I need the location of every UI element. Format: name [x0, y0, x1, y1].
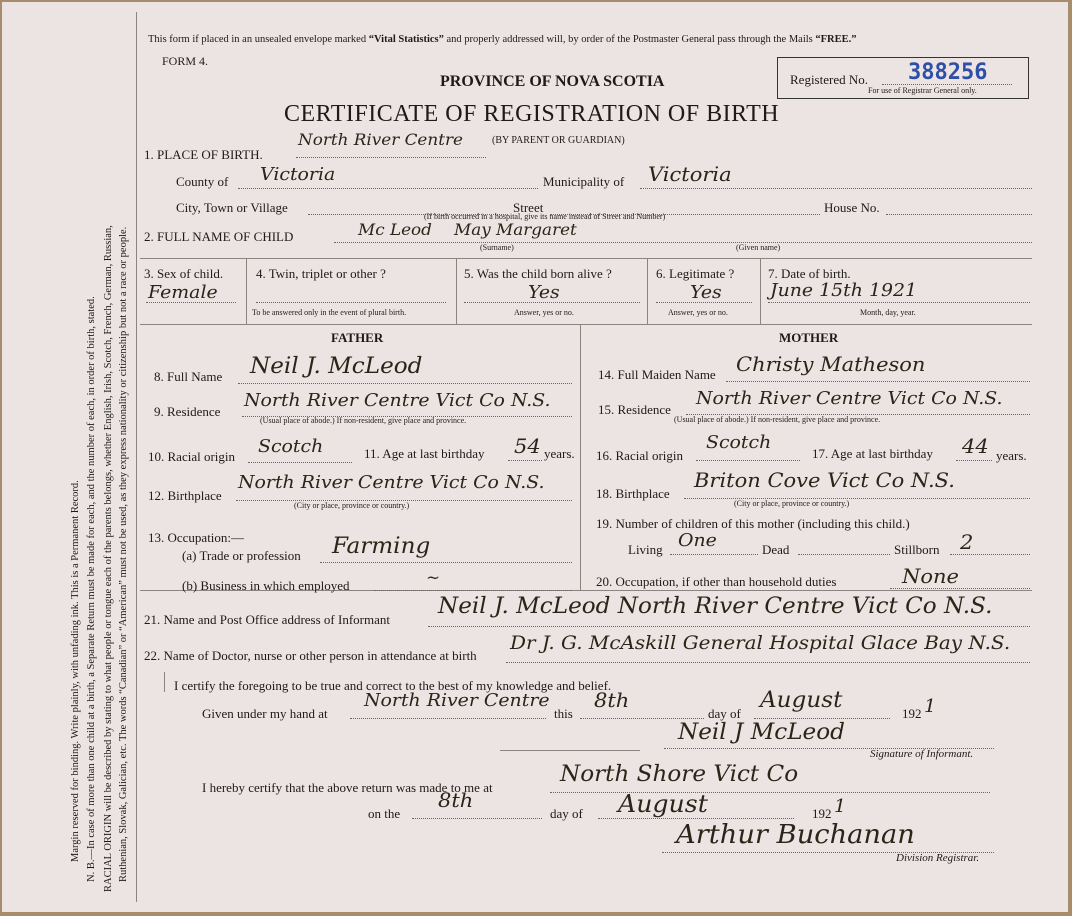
municipality-label: Municipality of — [543, 174, 625, 189]
mother-name-value: Christy Matheson — [736, 352, 926, 376]
yes-no-note-1: Answer, yes or no. — [514, 308, 574, 317]
stillborn-value: 2 — [960, 530, 974, 554]
registrar-signature: Arthur Buchanan — [676, 820, 915, 850]
informant-value: Neil J. McLeod North River Centre Vict Co N.S. — [438, 594, 993, 619]
father-racial-label: 10. Racial origin — [148, 449, 236, 464]
father-residence-value: North River Centre Vict Co N.S. — [244, 390, 551, 411]
mother-occupation-label: 20. Occupation, if other than household duties — [596, 574, 837, 589]
father-name-label: 8. Full Name — [154, 369, 223, 384]
margin-rule — [136, 12, 137, 902]
mother-occupation-value: None — [902, 564, 959, 588]
day-of-label: day of — [708, 706, 741, 721]
father-birthplace-note: (City or place, province or country.) — [294, 501, 410, 510]
mother-name-label: 14. Full Maiden Name — [598, 367, 716, 382]
province-heading: PROVINCE OF NOVA SCOTIA — [440, 73, 665, 90]
on-the-label: on the — [368, 806, 401, 821]
registered-number: 388256 — [908, 60, 988, 85]
father-racial-value: Scotch — [258, 436, 324, 457]
year-prefix-label: 192 — [902, 706, 922, 721]
made-at-value: North Shore Vict Co — [560, 762, 799, 787]
place-of-birth-label: 1. PLACE OF BIRTH. — [144, 147, 263, 162]
born-alive-value: Yes — [528, 282, 560, 303]
twin-note: To be answered only in the event of plural birth. — [252, 308, 407, 317]
doctor-label: 22. Name of Doctor, nurse or other person in attendance at birth — [144, 648, 477, 663]
date-of-birth-label: 7. Date of birth. — [768, 266, 851, 281]
municipality-value: Victoria — [648, 162, 732, 186]
living-label: Living — [628, 542, 663, 557]
sex-label: 3. Sex of child. — [144, 266, 224, 281]
mother-birthplace-label: 18. Birthplace — [596, 486, 670, 501]
living-value: One — [678, 530, 717, 551]
certify-text: I certify the foregoing to be true and correct to the best of my knowledge and belief. — [174, 678, 612, 693]
informant-signature: Neil J McLeod — [678, 720, 845, 745]
house-no-label: House No. — [824, 200, 880, 215]
trade-value: Farming — [332, 534, 431, 559]
mother-residence-note: (Usual place of abode.) If non-resident, give place and province. — [674, 415, 881, 424]
mother-racial-label: 16. Racial origin — [596, 448, 684, 463]
business-value: ~ — [426, 568, 441, 587]
sex-value: Female — [148, 282, 218, 303]
registered-box — [777, 57, 1029, 99]
father-name-value: Neil J. McLeod — [250, 354, 423, 379]
twin-label: 4. Twin, triplet or other ? — [256, 266, 386, 281]
given-year-value: 1 — [924, 696, 937, 717]
legitimate-value: Yes — [690, 282, 722, 303]
surname-note: (Surname) — [480, 243, 514, 252]
signature-informant-label: Signature of Informant. — [870, 748, 974, 760]
mother-residence-label: 15. Residence — [598, 402, 671, 417]
mother-age-value: 44 — [962, 434, 989, 458]
subtitle-guardian: (BY PARENT OR GUARDIAN) — [492, 135, 625, 146]
dead-label: Dead — [762, 542, 790, 557]
given-under-label: Given under my hand at — [202, 706, 328, 721]
street-label: Street — [513, 200, 544, 215]
day-of-2-label: day of — [550, 806, 583, 821]
city-label: City, Town or Village — [176, 200, 288, 215]
on-day-value: 8th — [438, 788, 474, 812]
full-name-label: 2. FULL NAME OF CHILD — [144, 229, 294, 244]
mother-birthplace-note: (City or place, province or country.) — [734, 499, 850, 508]
informant-label: 21. Name and Post Office address of Informant — [144, 612, 390, 627]
occupation-label: 13. Occupation:— — [148, 530, 245, 545]
county-label: County of — [176, 174, 229, 189]
child-surname-value: Mc Leod — [358, 220, 432, 239]
on-year-value: 1 — [834, 796, 847, 817]
father-age-value: 54 — [514, 434, 541, 458]
postal-notice: This form if placed in an unsealed envelope marked “Vital Statistics” and properly addressed will, by order of the Postmaster General pass through the Mails “FREE.” — [148, 34, 857, 45]
registrar-note: For use of Registrar General only. — [868, 86, 977, 95]
trade-label: (a) Trade or profession — [182, 548, 301, 563]
side-note-binding: Margin reserved for binding. Write plainly, with unfading ink. This is a Permanent Record. — [70, 480, 81, 862]
hospital-note: (If birth occurred in a hospital, give its name instead of Street and Number) — [424, 212, 666, 221]
father-residence-label: 9. Residence — [154, 404, 221, 419]
county-value: Victoria — [260, 164, 336, 185]
business-label: (b) Business in which employed — [182, 578, 350, 593]
side-note-racial-origin-2: Ruthenian, Slovak, Galician, etc. The words “Canadian” or “American” must not be used, as they express nationality or citizenship but not a race or people. — [118, 226, 129, 882]
father-years-label: years. — [544, 446, 575, 461]
stillborn-label: Stillborn — [894, 542, 940, 557]
doctor-value: Dr J. G. McAskill General Hospital Glace Bay N.S. — [510, 632, 1011, 654]
mother-birthplace-value: Briton Cove Vict Co N.S. — [694, 468, 955, 492]
side-note-racial-origin: RACIAL ORIGIN will be described by stating to what people or tongue each of the parents belongs, whether English, Irish, Scotch, French, German, Russian, — [103, 225, 114, 892]
place-of-birth-value: North River Centre — [298, 130, 463, 149]
mother-years-label: years. — [996, 448, 1027, 463]
certificate-title: CERTIFICATE OF REGISTRATION OF BIRTH — [284, 101, 780, 127]
given-month-value: August — [760, 688, 843, 713]
father-birthplace-value: North River Centre Vict Co N.S. — [238, 472, 545, 493]
given-at-value: North River Centre — [364, 690, 550, 711]
father-birthplace-label: 12. Birthplace — [148, 488, 222, 503]
mother-residence-value: North River Centre Vict Co N.S. — [696, 388, 1003, 409]
born-alive-label: 5. Was the child born alive ? — [464, 266, 612, 281]
father-age-label: 11. Age at last birthday — [364, 446, 485, 461]
children-label: 19. Number of children of this mother (including this child.) — [596, 516, 910, 531]
year-prefix-2-label: 192 — [812, 806, 832, 821]
child-given-value: May Margaret — [454, 220, 577, 239]
mother-racial-value: Scotch — [706, 432, 772, 453]
registered-label: Registered No. — [790, 72, 868, 87]
form-number: FORM 4. — [162, 54, 209, 68]
father-heading: FATHER — [331, 330, 384, 345]
this-label: this — [554, 706, 573, 721]
given-day-value: 8th — [594, 688, 630, 712]
division-registrar-label: Division Registrar. — [896, 852, 980, 864]
birth-certificate-form — [2, 2, 1068, 912]
yes-no-note-2: Answer, yes or no. — [668, 308, 728, 317]
hereby-label: I hereby certify that the above return was made to me at — [202, 780, 493, 795]
mother-age-label: 17. Age at last birthday — [812, 446, 933, 461]
father-residence-note: (Usual place of abode.) If non-resident, give place and province. — [260, 416, 467, 425]
mother-heading: MOTHER — [779, 330, 839, 345]
on-month-value: August — [618, 790, 708, 818]
side-note-multiple-births: N. B.—In case of more than one child at a birth, a Separate Return must be made for each, and the number of each, in order of birth, stated. — [86, 296, 97, 882]
date-of-birth-value: June 15th 1921 — [770, 280, 918, 301]
mdy-note: Month, day, year. — [860, 308, 916, 317]
given-name-note: (Given name) — [736, 243, 781, 252]
legitimate-label: 6. Legitimate ? — [656, 266, 735, 281]
